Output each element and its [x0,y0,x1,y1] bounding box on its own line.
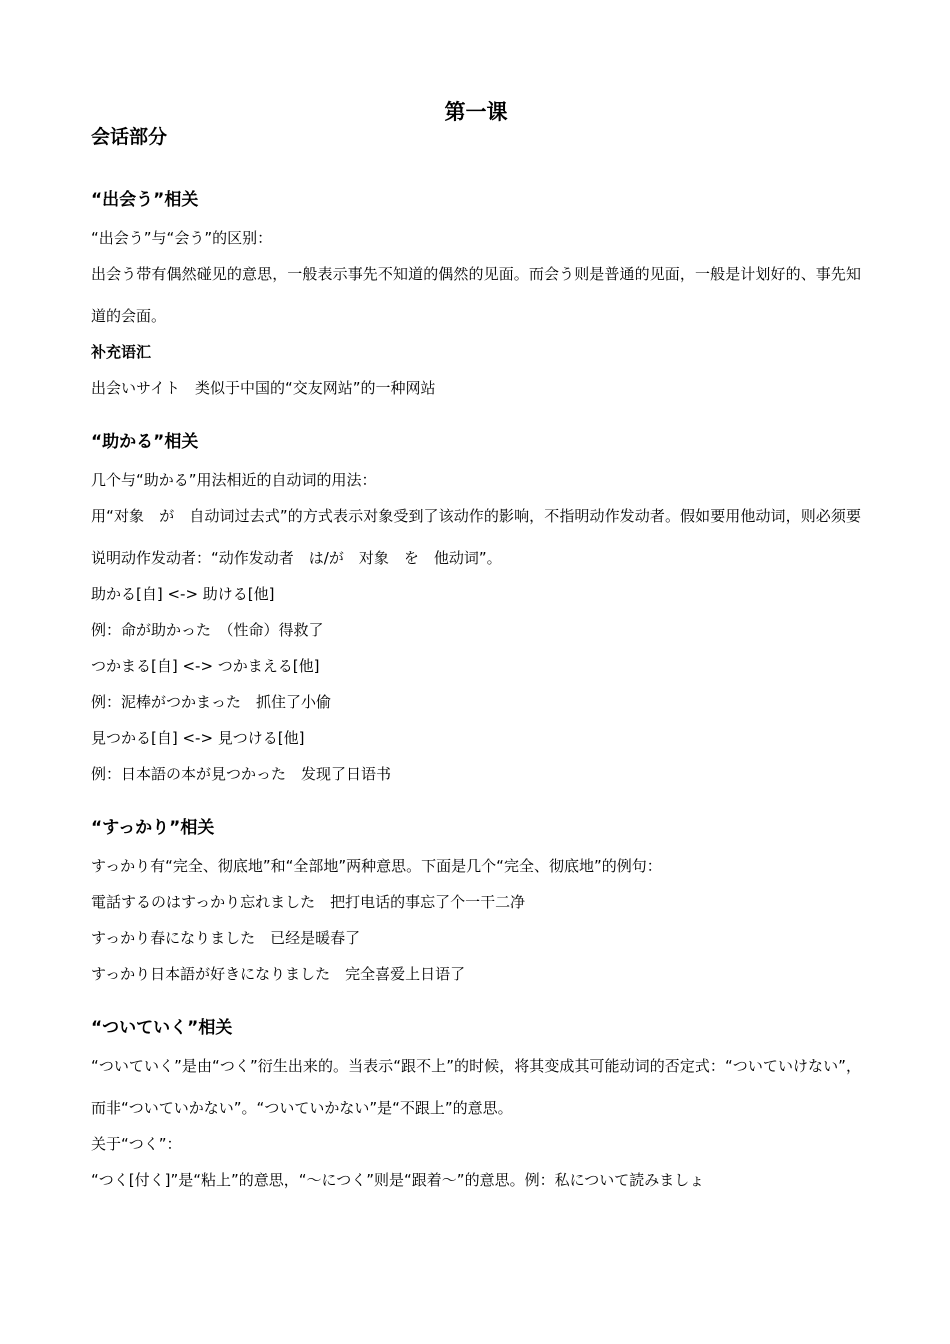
text-line: すっかり春になりました 已经是暖春了 [91,929,361,947]
part-title: 会话部分 [91,126,168,148]
text-line: 出会いサイト 类似于中国的“交友网站”的一种网站 [91,379,436,397]
section-title: “出会う”相关 [91,190,199,210]
text-line: 例：泥棒がつかまった 抓住了小偷 [91,693,332,711]
paragraph: 用“对象 が 自动词过去式”的方式表示对象受到了该动作的影响，不指明动作发动者。假如要用他动词，则必须要说明动作发动者：“动作发动者 は/が 对象 を 他动词”。 [91,507,861,567]
text-line: 電話するのはすっかり忘れました 把打电话的事忘了个一干二净 [91,893,526,911]
text-line: “つく[付く]”是“粘上”的意思，“～につく”则是“跟着～”的意思。例：私について読みましょ [91,1171,705,1189]
section-deau [91,186,861,406]
sub-title: 补充语汇 [91,343,152,361]
lesson-title: 第一课 [444,100,508,124]
section-tasukaru [91,428,861,792]
text-line: 助かる[自] <-> 助ける[他] [91,585,275,603]
section-title: “ついていく”相关 [91,1018,233,1038]
text-line: “出会う”与“会う”的区别： [91,229,273,247]
section-tsuiteiku [91,1014,861,1198]
section-sukkari [91,814,861,992]
text-line: 見つかる[自] <-> 見つける[他] [91,729,305,747]
section-title: “すっかり”相关 [91,818,215,838]
text-line: 例：命が助かった （性命）得救了 [91,621,324,639]
text-line: つかまる[自] <-> つかまえる[他] [91,657,320,675]
text-line: すっかり有“完全、彻底地”和“全部地”两种意思。下面是几个“完全、彻底地”的例句： [91,857,662,875]
text-line: 关于“つく”： [91,1135,182,1153]
paragraph: “ついていく”是由“つく”衍生出来的。当表示“跟不上”的时候，将其变成其可能动词的否定式：“ついていけない”，而非“ついていかない”。“ついていかない”是“不跟上”的意思。 [91,1057,861,1117]
text-line: 几个与“助かる”用法相近的自动词的用法： [91,471,377,489]
document-content [91,186,861,1220]
paragraph: 出会う带有偶然碰见的意思，一般表示事先不知道的偶然的见面。而会う则是普通的见面，一般是计划好的、事先知道的会面。 [91,265,861,325]
section-title: “助かる”相关 [91,432,199,452]
text-line: すっかり日本語が好きになりました 完全喜爱上日语了 [91,965,466,983]
text-line: 例：日本語の本が見つかった 发现了日语书 [91,765,392,783]
